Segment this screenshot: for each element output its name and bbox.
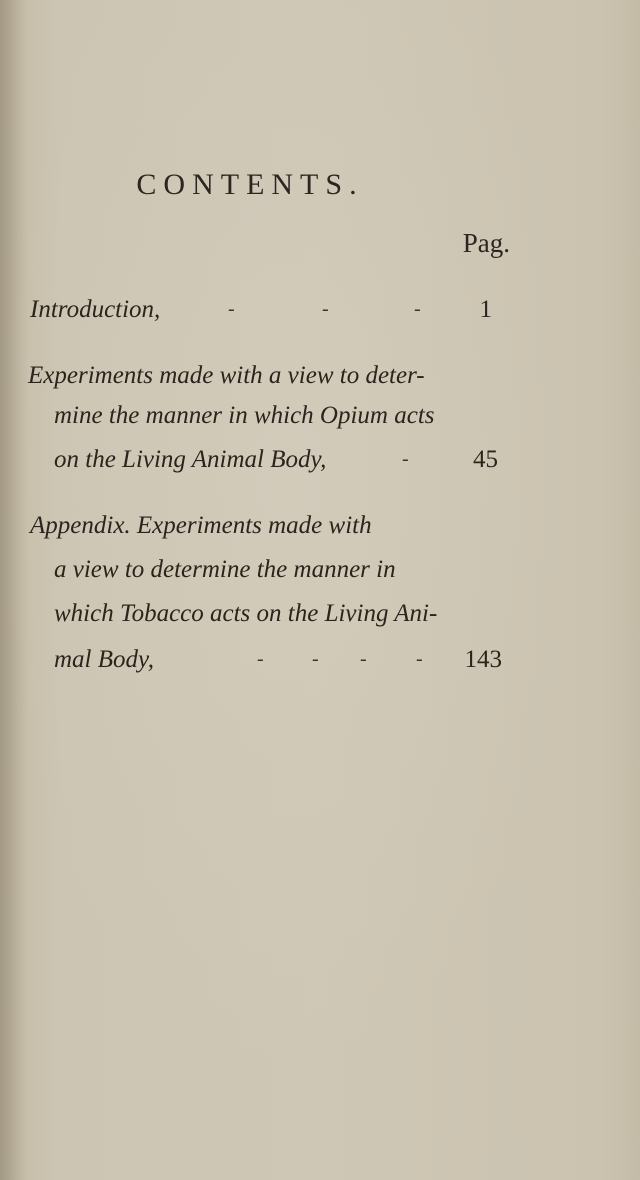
leader-dash: - <box>312 648 319 670</box>
leader-dash: - <box>402 448 409 470</box>
entry-title-line: on the Living Animal Body, <box>54 446 327 473</box>
page-column-label: Pag. <box>462 228 510 258</box>
entry-page-number: 143 <box>464 646 502 673</box>
leader-dash: - <box>322 298 329 320</box>
entry-page-number: 45 <box>473 446 498 473</box>
leader-dash: - <box>228 298 235 320</box>
entry-title-line: a view to determine the manner in <box>54 556 396 583</box>
entry-title-line: which Tobacco acts on the Living Ani- <box>54 600 438 627</box>
entry-title-line: mine the manner in which Opium acts <box>54 402 435 429</box>
entry-page-number: 1 <box>479 296 492 323</box>
contents-heading: CONTENTS. <box>136 168 364 201</box>
leader-dash: - <box>257 648 264 670</box>
entry-title-line: Experiments made with a view to deter- <box>28 362 425 389</box>
leader-dash: - <box>360 648 367 670</box>
leader-dash: - <box>414 298 421 320</box>
entry-title-line: mal Body, <box>54 646 154 673</box>
entry-title-line: Appendix. Experiments made with <box>30 512 372 539</box>
leader-dash: - <box>416 648 423 670</box>
entry-title-line: Introduction, <box>30 296 161 323</box>
